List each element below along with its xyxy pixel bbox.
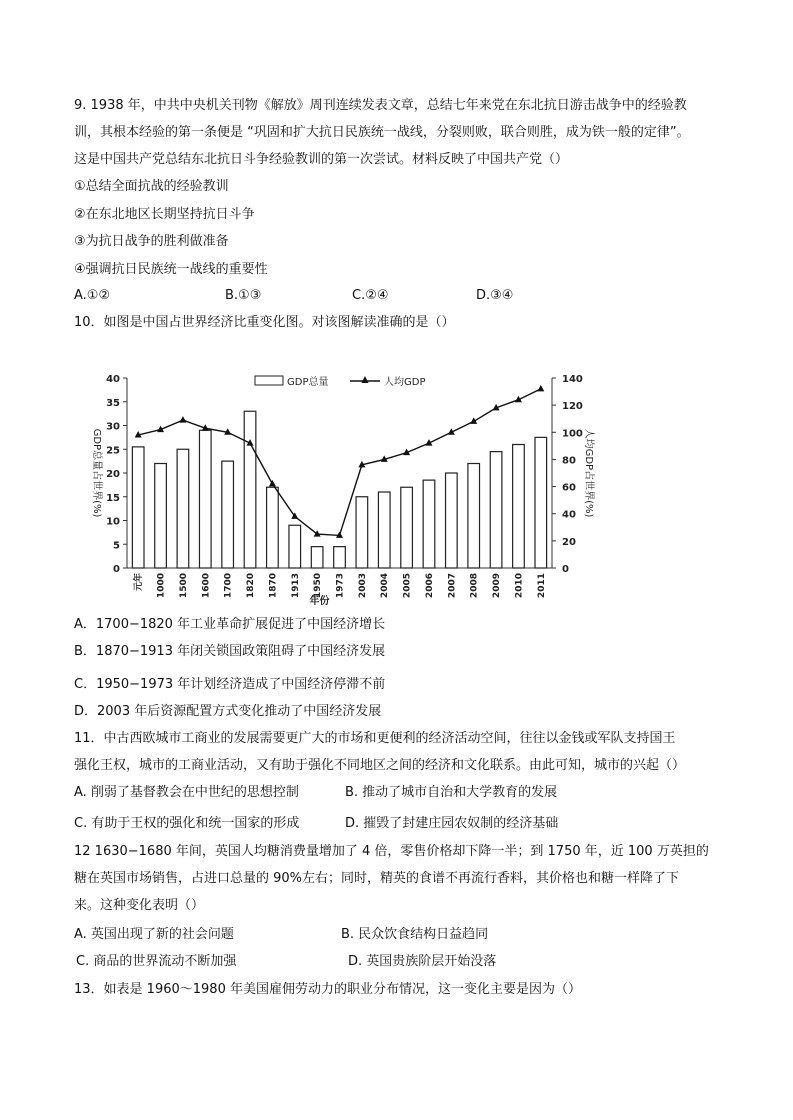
q12-option-b: B. 民众饮食结构日益趋同	[341, 927, 489, 942]
y-right-tick-label: 60	[562, 482, 576, 494]
q11-option-a: A. 削弱了基督教会在中世纪的思想控制	[74, 785, 299, 800]
y-right-tick-label: 140	[562, 374, 583, 385]
y-left-tick-label: 30	[106, 421, 120, 433]
gdp-share-chart	[80, 358, 620, 608]
q10-option-b: B．1870−1913 年闭关锁国政策阻碍了中国经济发展	[74, 644, 386, 659]
q10-option-a: A．1700−1820 年工业革命扩展促进了中国经济增长	[74, 617, 386, 632]
x-tick-label: 2008	[469, 573, 480, 599]
q12-stem-line-2: 糖在英国市场销售，占进口总量的 90%左右；同时，精英的食谱不再流行香料，其价格也和糖一样降了下	[74, 871, 680, 886]
gdp-bar	[222, 461, 234, 568]
q9-option-c: C.②④	[352, 288, 389, 303]
x-tick-label: 1913	[290, 573, 301, 599]
x-tick-label: 2006	[424, 573, 435, 599]
per-capita-point	[537, 385, 544, 392]
x-tick-label: 1000	[156, 573, 167, 599]
gdp-bar	[468, 464, 480, 569]
q9-option-b: B.①③	[225, 288, 262, 303]
y-right-tick-label: 40	[562, 509, 576, 521]
q10-option-c: C．1950−1973 年计划经济造成了中国经济停滞不前	[74, 677, 386, 692]
q9-option-d: D.③④	[476, 288, 514, 303]
y-axis-right-title: 人均GDP占世界(%)	[583, 428, 594, 518]
y-right-tick-label: 120	[562, 401, 583, 413]
q10-option-d: D．2003 年后资源配置方式变化推动了中国经济发展	[74, 704, 382, 719]
q11-stem-line-2: 强化王权，城市的工商业活动，又有助于强化不同地区之间的经济和文化联系。由此可知，城市的兴起（）	[74, 758, 686, 773]
x-axis-title: 年份	[309, 596, 330, 607]
q10-stem: 10．如图是中国占世界经济比重变化图。对该图解读准确的是（）	[74, 315, 455, 330]
q11-option-c: C. 有助于王权的强化和统一国家的形成	[74, 816, 300, 831]
x-tick-label: 1600	[201, 573, 212, 599]
per-capita-line	[138, 389, 541, 536]
x-tick-label: 1973	[335, 573, 346, 599]
q12-option-a: A. 英国出现了新的社会问题	[74, 927, 234, 942]
q9-item-2: ②在东北地区长期坚持抗日斗争	[74, 207, 255, 222]
x-tick-label: 1500	[178, 573, 189, 599]
q11-option-b: B. 推动了城市自治和大学教育的发展	[345, 785, 558, 800]
x-tick-label: 2010	[514, 573, 525, 599]
legend-line-label: 人均GDP	[384, 377, 426, 388]
x-tick-label: 2007	[447, 573, 458, 599]
x-tick-label: 1950	[313, 573, 324, 599]
legend-line-marker	[362, 376, 369, 383]
y-left-tick-label: 40	[106, 374, 120, 385]
y-left-tick-label: 15	[106, 492, 120, 504]
q13-stem: 13．如表是 1960～1980 年美国雇佣劳动力的职业分布情况，这一变化主要是因为（）	[74, 982, 581, 997]
q11-stem-line-1: 11．中古西欧城市工商业的发展需要更广大的市场和更便利的经济活动空间，往往以金钱或军队支持国王	[74, 731, 676, 746]
gdp-bar	[401, 487, 413, 568]
gdp-bar	[378, 492, 390, 568]
gdp-bar	[244, 411, 256, 568]
x-tick-label: 2004	[380, 573, 391, 599]
q12-option-d: D. 英国贵族阶层开始没落	[348, 954, 497, 969]
per-capita-point	[314, 530, 321, 537]
q12-option-c: C. 商品的世界流动不断加强	[76, 954, 237, 969]
q9-stem-line-3: 这是中国共产党总结东北抗日斗争经验教训的第一次尝试。材料反映了中国共产党（）	[74, 152, 569, 167]
q9-item-1: ①总结全面抗战的经验教训	[74, 179, 229, 194]
x-tick-label: 2009	[492, 573, 503, 599]
gdp-bar	[267, 487, 279, 568]
x-tick-label: 2003	[357, 573, 368, 599]
q9-stem-line-2: 训，其根本经验的第一条便是 “巩固和扩大抗日民族统一战线，分裂则败，联合则胜，成为铁一般的定律”。	[74, 125, 690, 140]
q9-item-3: ③为抗日战争的胜利做准备	[74, 234, 229, 249]
y-right-tick-label: 80	[562, 455, 576, 467]
q9-option-a: A.①②	[74, 288, 111, 303]
gdp-bar	[446, 473, 458, 568]
y-axis-left-title: GDP总量占世界(%)	[91, 428, 102, 518]
gdp-bar	[199, 430, 211, 568]
x-tick-label: 元年	[134, 573, 145, 592]
y-left-tick-label: 35	[106, 397, 120, 409]
gdp-bar	[155, 464, 167, 569]
x-tick-label: 2005	[402, 573, 413, 599]
legend-bar-swatch	[255, 376, 283, 385]
y-right-tick-label: 100	[562, 428, 583, 440]
q9-item-4: ④强调抗日民族统一战线的重要性	[74, 262, 268, 277]
per-capita-point	[179, 416, 186, 422]
y-left-tick-label: 25	[106, 445, 120, 457]
gdp-bar	[132, 447, 144, 568]
gdp-bar	[289, 525, 301, 568]
gdp-bar	[423, 480, 435, 568]
q11-option-d: D. 摧毁了封建庄园农奴制的经济基础	[345, 816, 559, 831]
x-tick-label: 1820	[246, 573, 257, 599]
gdp-bar	[177, 449, 189, 568]
q9-stem-line-1: 9. 1938 年，中共中央机关刊物《解放》周刊连续发表文章，总结七年来党在东北抗日游击战争中的经验教	[74, 98, 687, 113]
gdp-bar	[311, 547, 323, 568]
gdp-bar	[334, 547, 346, 568]
y-left-tick-label: 10	[106, 516, 120, 528]
y-left-tick-label: 0	[113, 564, 120, 575]
y-right-tick-label: 20	[562, 536, 576, 548]
gdp-bar	[535, 437, 547, 568]
x-tick-label: 1700	[223, 573, 234, 599]
legend-bar-label: GDP总量	[287, 377, 329, 388]
gdp-bar	[513, 445, 525, 569]
q12-stem-line-3: 来。这种变化表明（）	[74, 898, 205, 913]
x-tick-label: 2011	[536, 573, 547, 599]
gdp-bar	[356, 497, 368, 568]
gdp-bar	[490, 452, 502, 568]
q12-stem-line-1: 12 1630−1680 年间，英国人均糖消费量增加了 4 倍，零售价格却下降一半；到 1750 年，近 100 万英担的	[74, 844, 709, 859]
y-right-tick-label: 0	[562, 564, 569, 575]
y-left-tick-label: 20	[106, 469, 120, 480]
y-left-tick-label: 5	[113, 540, 120, 552]
x-tick-label: 1870	[268, 573, 279, 599]
